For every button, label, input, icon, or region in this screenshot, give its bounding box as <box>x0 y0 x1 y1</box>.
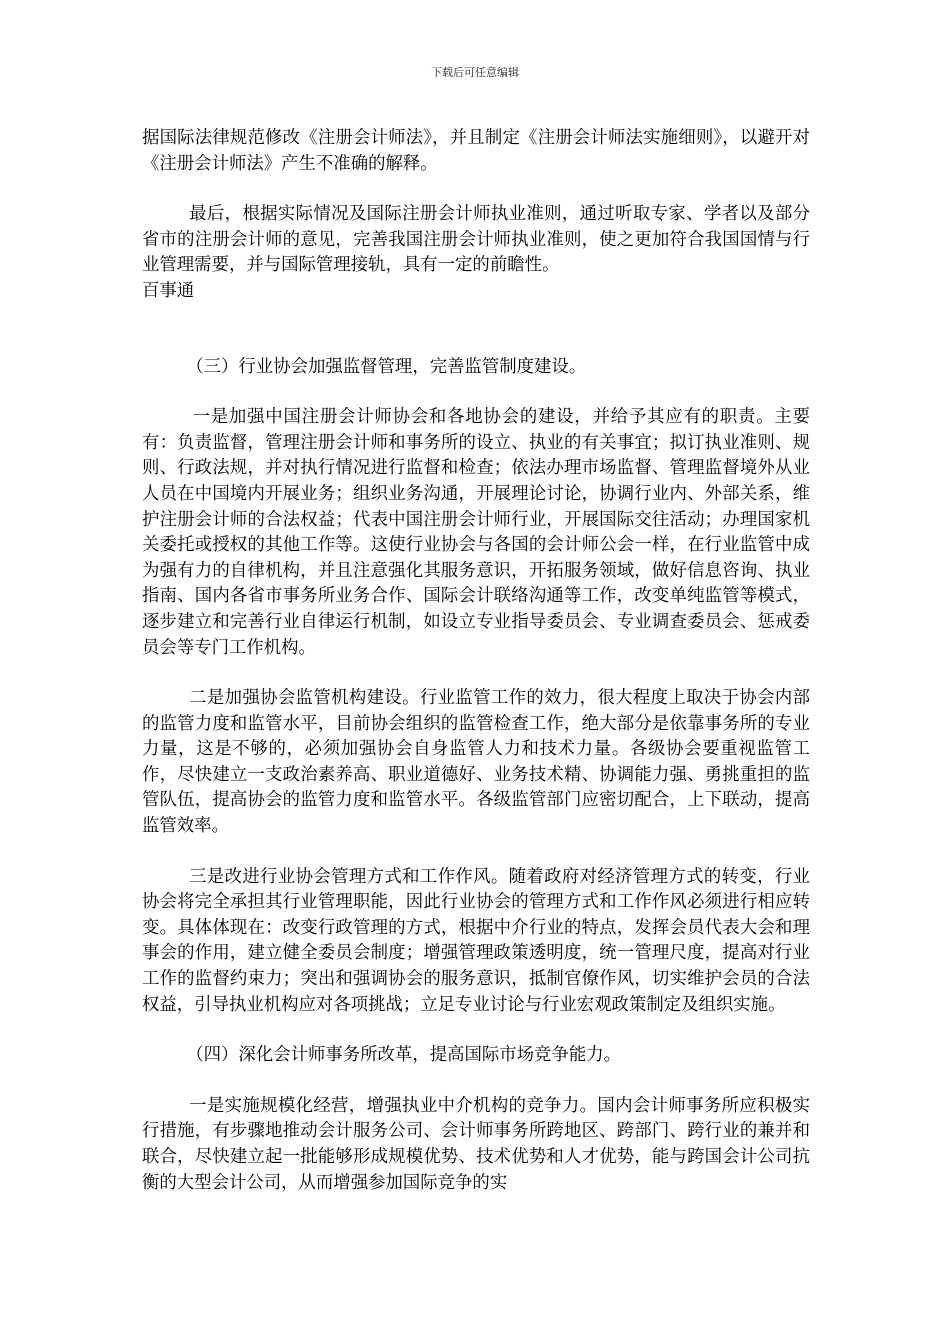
paragraph-point-3: 三是改进行业协会管理方式和工作作风。随着政府对经济管理方式的转变，行业协会将完全承担其行业管理职能，因此行业协会的管理方式和工作作风必须进行相应转变。具体体现在：改变行政管理的方式，根据中介行业的特点，发挥会员代表大会和理事会的作用，建立健全委员会制度；增强管理政策透明度，统一管理尺度，提高对行业工作的监督约束力；突出和强调协会的服务意识，抵制官僚作风，切实维护会员的合法权益，引导执业机构应对各项挑战；立足专业讨论与行业宏观政策制定及组织实施。 <box>142 866 810 1015</box>
paragraph-section4-point-1: 一是实施规模化经营，增强执业中介机构的竞争力。国内会计师事务所应积极实行措施，有步骤地推动会计服务公司、会计师事务所跨地区、跨部门、跨行业的兼并和联合，尽快建立起一批能够形成规模优势、技术优势和人才优势，能与跨国会计公司抗衡的大型会计公司，从而增强参加国际竞争的实 <box>142 1095 810 1193</box>
paragraph-law-revision: 据国际法律规范修改《注册会计师法》，并且制定《注册会计师法实施细则》，以避开对《注册会计师法》产生不准确的解释。 <box>142 128 810 174</box>
document-body <box>142 126 810 1196</box>
paragraph-point-1: 一是加强中国注册会计师协会和各地协会的建设，并给予其应有的职责。主要有：负责监督，管理注册会计师和事务所的设立、执业的有关事宜；拟订执业准则、规则、行政法规，并对执行情况进行监督和检查；依法办理市场监督、管理监督境外从业人员在中国境内开展业务；组织业务沟通，开展理论讨论，协调行业内、外部关系，维护注册会计师的合法权益；代表中国注册会计师行业，开展国际交往活动；办理国家机关委托或授权的其他工作等。这使行业协会与各国的会计师公会一样，在行业监管中成为强有力的自律机构，并且注意强化其服务意识，开拓服务领域，做好信息咨询、执业指南、国内各省市事务所业务合作、国际会计联络沟通等工作，改变单纯监管等模式，逐步建立和完善行业自律运行机制，如设立专业指导委员会、专业调查委员会、惩戒委员会等专门工作机构。 <box>142 407 810 658</box>
paragraph-stray-text: 百事通 <box>142 280 195 301</box>
paragraph-finally: 最后，根据实际情况及国际注册会计师执业准则，通过听取专家、学者以及部分省市的注册会计师的意见，完善我国注册会计师执业准则，使之更加符合我国国情与行业管理需要，并与国际管理接轨，具有一定的前瞻性。 <box>142 204 810 276</box>
section-heading-4: （四）深化会计师事务所改革，提高国际市场竞争能力。 <box>142 1045 622 1066</box>
section-heading-3: （三）行业协会加强监督管理，完善监管制度建设。 <box>142 356 587 377</box>
paragraph-point-2: 二是加强协会监管机构建设。行业监管工作的效力，很大程度上取决于协会内部的监管力度和监管水平，目前协会组织的监管检查工作，绝大部分是依靠事务所的专业力量，这是不够的，必须加强协会自身监管人力和技术力量。各级协会要重视监管工作，尽快建立一支政治素养高、职业道德好、业务技术精、协调能力强、勇挑重担的监管队伍，提高协会的监管力度和监管水平。各级监管部门应密切配合，上下联动，提高监管效率。 <box>142 688 810 837</box>
page-header: 下载后可任意编辑 <box>431 66 519 79</box>
